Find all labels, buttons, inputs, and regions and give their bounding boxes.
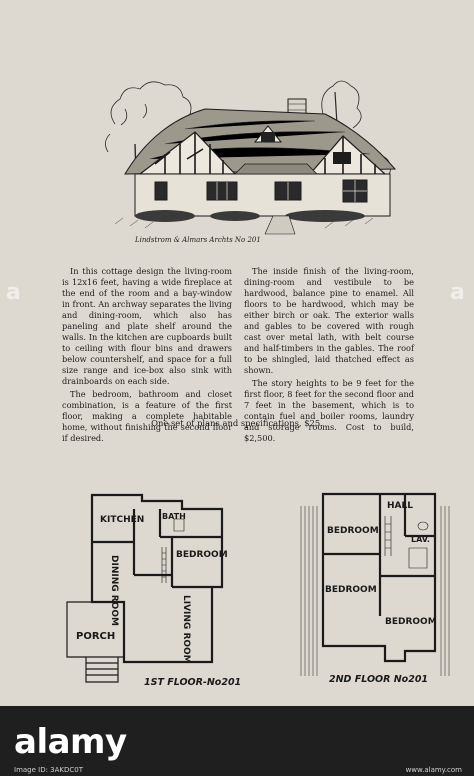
first-floor-plan (62, 487, 252, 692)
image-id: Image ID: 3AKDC0T (14, 766, 84, 774)
room-kitchen: KITCHEN (100, 515, 145, 525)
brand-logo[interactable]: alamy (14, 722, 127, 762)
floor-caption: 2ND FLOOR No201 (329, 674, 429, 685)
paragraph: In this cottage design the living-room is 12x16 feet, having a wide fireplace at the end of the room and a bay-window in front. An archway separates the living and dining-room, which also has paneling and plate shelf around the walls. In the kitchen are cupboards built to ceiling with flour bins and drawers below countershelf, and space for a full size range and ice-box also sink with drainboards on each side. (62, 266, 232, 386)
room-bedroom-3: BEDROOM (385, 617, 437, 627)
room-dining: DINING ROOM (109, 555, 119, 626)
watermark: a (6, 280, 21, 305)
house-illustration (95, 64, 400, 254)
room-hall: HALL (387, 501, 413, 511)
floor-caption: 1ST FLOOR-No201 (144, 677, 242, 688)
site-url[interactable]: www.alamy.com (405, 766, 462, 774)
watermark: a (450, 280, 465, 305)
paragraph: The inside finish of the living-room, dining-room and vestibule to be hardwood, balance pine to enamel. All floors to be hardwood, which may be either birch or oak. The exterior walls and gables to be covered with rough cast over metal lath, with belt course and half-timbers in the gables. The roof to be shingled, laid thatched effect as shown. (244, 266, 414, 375)
room-porch: PORCH (76, 631, 116, 642)
paragraph: The bedroom, bathroom and closet combination, is a feature of the first floor, making a complete habitable home, without finishing the second floor if desired. (62, 389, 232, 443)
second-floor-plan (295, 486, 453, 691)
room-bedroom-2: BEDROOM (325, 585, 377, 595)
room-bedroom: BEDROOM (176, 550, 228, 560)
plans-price: One set of plans and specifications, $25. (151, 418, 323, 428)
paragraph: The story heights to be 9 feet for the first floor, 8 feet for the second floor and 7 feet in the basement, which is to contain fuel and boiler rooms, laundry and storage rooms. Cost to build, $2,500. (244, 378, 414, 443)
room-lav: LAV. (411, 535, 430, 544)
architect-signature: Lindstrom & Almars Archts No 201 (135, 236, 261, 244)
stock-footer (0, 706, 474, 776)
room-bedroom-1: BEDROOM (327, 526, 379, 536)
room-living: LIVING ROOM (181, 595, 191, 664)
room-bath: BATH (162, 512, 186, 521)
